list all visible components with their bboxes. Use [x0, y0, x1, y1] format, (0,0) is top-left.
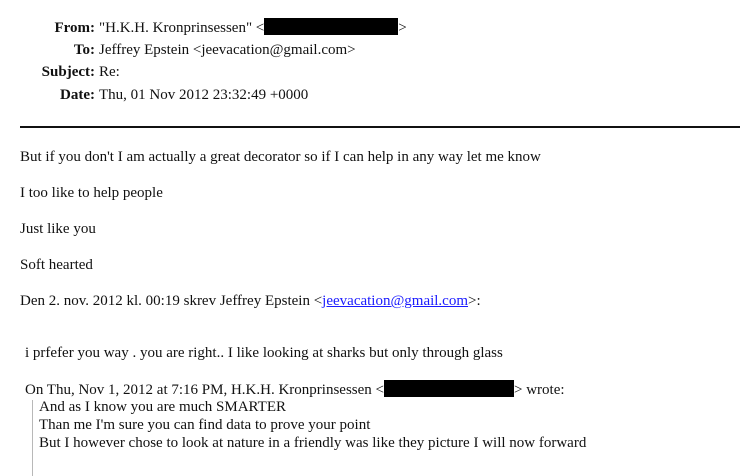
quote-attribution-suffix: >: — [468, 293, 481, 309]
body-paragraph-4: Soft hearted — [20, 257, 93, 273]
nested-quote-attribution — [25, 380, 565, 399]
redaction-box — [264, 18, 398, 35]
nested-attribution-suffix: > wrote: — [514, 382, 565, 398]
subject-label: Subject: — [41, 64, 95, 80]
reply-text: i prfefer you way . you are right.. I like looking at sharks but only through glass — [25, 345, 503, 361]
body-paragraph-2: I too like to help people — [20, 185, 163, 201]
date-row — [0, 85, 308, 105]
header-divider — [20, 126, 740, 128]
from-close: > — [398, 20, 407, 36]
nested-attribution-prefix: On Thu, Nov 1, 2012 at 7:16 PM, H.K.H. Kronprinsessen < — [25, 382, 385, 398]
from-row — [0, 18, 407, 38]
from-label: From: — [54, 20, 95, 36]
nested-quote-line: But I however chose to look at nature in a friendly was like they picture I will now forward — [39, 435, 587, 451]
email-link[interactable]: jeevacation@gmail.com — [322, 293, 469, 309]
date-label: Date: — [60, 87, 95, 103]
nested-quote-line: And as I know you are much SMARTER — [39, 399, 286, 415]
body-paragraph-1: But if you don't I am actually a great decorator so if I can help in any way let me know — [20, 149, 541, 165]
to-label: To: — [73, 42, 95, 58]
quote-attribution-prefix: Den 2. nov. 2012 kl. 00:19 skrev Jeffrey Epstein < — [20, 293, 323, 309]
to-value: Jeffrey Epstein <jeevacation@gmail.com> — [99, 42, 356, 58]
redaction-box — [384, 380, 514, 397]
body-paragraph-3: Just like you — [20, 221, 96, 237]
date-value: Thu, 01 Nov 2012 23:32:49 +0000 — [99, 87, 309, 103]
nested-quote-line: Than me I'm sure you can find data to prove your point — [39, 417, 371, 433]
subject-row — [0, 62, 120, 82]
to-row — [0, 40, 356, 60]
quote-bar — [32, 400, 33, 476]
quote-attribution — [20, 292, 481, 310]
subject-value: Re: — [99, 64, 120, 80]
from-value: "H.K.H. Kronprinsessen" < — [99, 20, 265, 36]
